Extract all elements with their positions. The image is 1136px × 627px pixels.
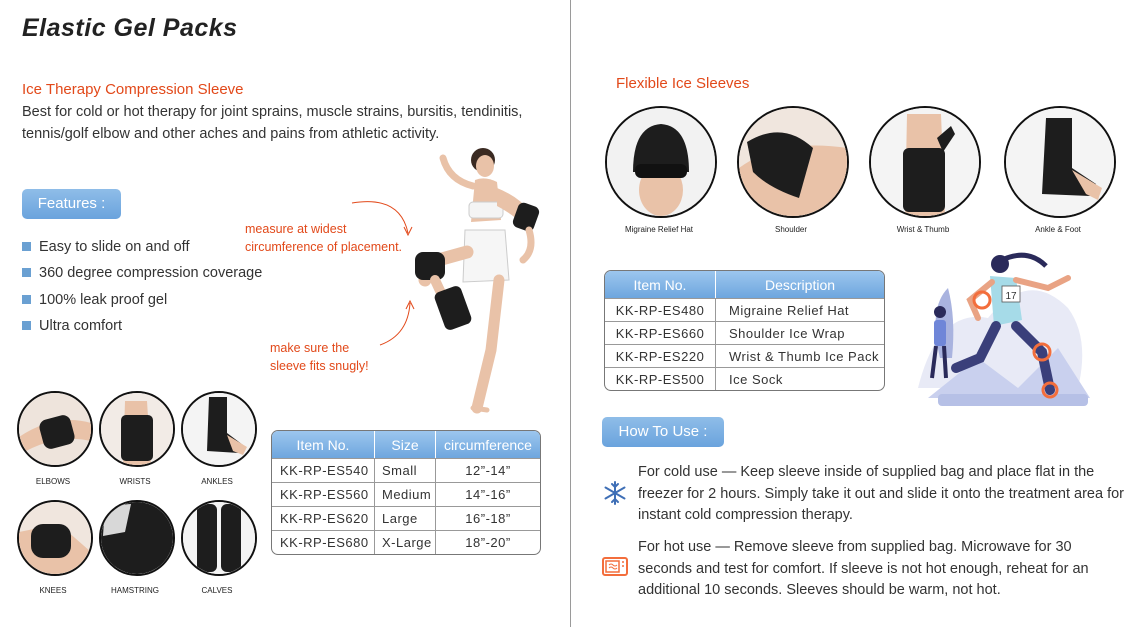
table-row: KK-RP-ES480 Migraine Relief Hat <box>605 298 884 321</box>
hamstring-sleeve-image <box>99 500 175 576</box>
migraine-hat-image <box>605 106 717 218</box>
column-header: Item No. <box>605 271 716 298</box>
wrist-sleeve-image <box>99 391 175 467</box>
shoulder-wrap-image <box>737 106 849 218</box>
table-row: KK-RP-ES660 Shoulder Ice Wrap <box>605 321 884 344</box>
feature-item: Easy to slide on and off <box>22 236 262 262</box>
column-header: circumference <box>436 431 540 458</box>
elbow-sleeve-image <box>17 391 93 467</box>
calf-sleeve-image <box>181 500 257 576</box>
page-divider <box>570 0 571 627</box>
microwave-icon <box>602 556 628 578</box>
body-part-label: CALVES <box>201 586 233 595</box>
left-subtitle: Ice Therapy Compression Sleeve <box>22 81 244 98</box>
features-list <box>22 236 262 341</box>
hot-use-text: For hot use — Remove sleeve from supplied bag. Microwave for 30 seconds and test for comfort. If sleeve is not hot enough, reheat for an additional 10 seconds. Sleeves should be warm, not hot. <box>638 539 1089 598</box>
features-pill: Features : <box>22 189 121 219</box>
sleeve-label: Migraine Relief Hat <box>624 225 694 234</box>
table-header-row <box>605 271 884 298</box>
feature-item: Ultra comfort <box>22 315 262 341</box>
table-row: KK-RP-ES500 Ice Sock <box>605 367 884 390</box>
table-row: KK-RP-ES540 Small 12”-14” <box>272 458 540 482</box>
runner-illustration <box>918 248 1090 413</box>
body-part-label: WRISTS <box>119 477 151 486</box>
column-header: Size <box>375 431 436 458</box>
item-table <box>604 270 885 391</box>
table-row: KK-RP-ES680 X-Large 18”-20” <box>272 530 540 554</box>
sleeve-label: Shoulder <box>774 225 808 234</box>
feature-item: 360 degree compression coverage <box>22 262 262 288</box>
column-header: Item No. <box>272 431 375 458</box>
sleeve-label: Ankle & Foot <box>1035 225 1081 234</box>
column-header: Description <box>716 271 884 298</box>
wrist-thumb-image <box>869 106 981 218</box>
how-to-use-pill: How To Use : <box>602 417 724 447</box>
square-bullet-icon <box>22 268 31 277</box>
sleeve-label: Wrist & Thumb <box>896 225 950 234</box>
body-part-label: KNEES <box>39 586 67 595</box>
size-table <box>271 430 541 555</box>
body-part-label: HAMSTRING <box>111 586 159 595</box>
table-header-row <box>272 431 540 458</box>
left-description: Best for cold or hot therapy for joint sprains, muscle strains, bursitis, tendinitis, tennis/golf elbow and other aches and pains from athletic activity. <box>22 104 523 142</box>
fit-note: make sure the sleeve fits snugly! <box>270 341 369 373</box>
bib-number: 17 <box>1005 291 1017 302</box>
square-bullet-icon <box>22 321 31 330</box>
cold-use-text: For cold use — Keep sleeve inside of supplied bag and place flat in the freezer for 2 hours. Simply take it out and slide it onto the treatment area for instant cold compression therapy. <box>638 464 1124 523</box>
table-row: KK-RP-ES560 Medium 14”-16” <box>272 482 540 506</box>
snowflake-icon <box>602 480 628 506</box>
square-bullet-icon <box>22 295 31 304</box>
right-subtitle: Flexible Ice Sleeves <box>616 75 750 92</box>
square-bullet-icon <box>22 242 31 251</box>
feature-item: 100% leak proof gel <box>22 289 262 315</box>
ankle-foot-image <box>1004 106 1116 218</box>
table-row: KK-RP-ES220 Wrist & Thumb Ice Pack <box>605 344 884 367</box>
measure-note: measure at widest circumference of placement. <box>245 222 403 254</box>
knee-sleeve-image <box>17 500 93 576</box>
body-part-label: ANKLES <box>201 477 233 486</box>
page-title: Elastic Gel Packs <box>22 14 238 42</box>
woman-model-image <box>405 140 555 425</box>
body-part-label: ELBOWS <box>35 477 71 486</box>
table-row: KK-RP-ES620 Large 16”-18” <box>272 506 540 530</box>
ankle-sleeve-image <box>181 391 257 467</box>
